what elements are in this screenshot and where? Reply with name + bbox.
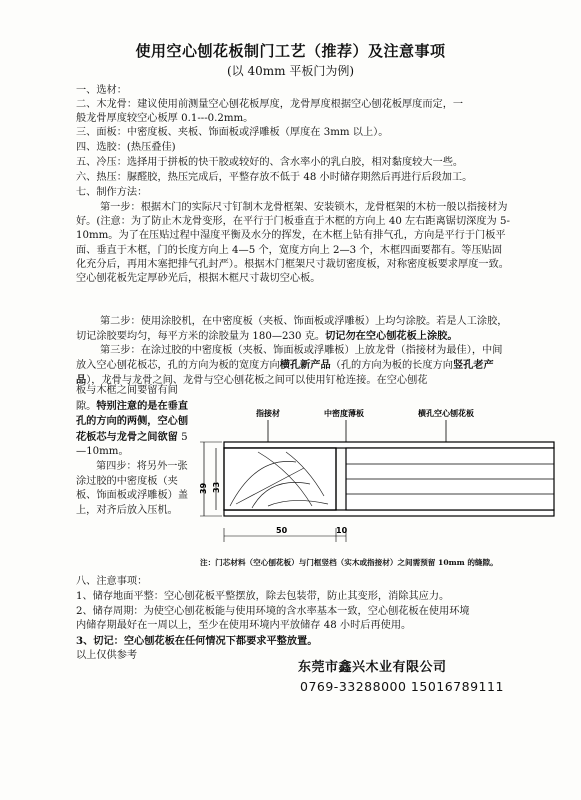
step-3: [76, 344, 512, 389]
step-3-continued: [76, 384, 192, 518]
section-5: 五、冷压：选择用于拼板的快干胶或较好的、含水率小的乳白胶，相对黏度较大一些。: [76, 157, 464, 168]
label-mdf: 中密度薄板: [324, 409, 364, 418]
step-3-new-product: 横孔新产品: [279, 359, 331, 372]
section-6: 六、热压：脲醛胶，热压完成后，平整存放不低于 48 小时储存期然后再进行后段加工。: [76, 172, 473, 183]
section-3: 三、面板：中密度板、夹板、饰面板或浮雕板（厚度在 3mm 以上）。: [76, 127, 389, 138]
phone-numbers: 0769-33288000 15016789111: [300, 679, 504, 694]
company-name: 东莞市鑫兴木业有限公司: [298, 660, 447, 675]
gap-warning: 特别注意的是在垂直孔的方向的两侧，空心刨花板芯与龙骨之间欲留: [76, 399, 189, 443]
step-3-text-e: ），龙骨与龙骨之间、龙骨与空心刨花板之间可以使用钉枪连接。在空心刨花: [86, 375, 428, 387]
section-2-line-2: 般龙骨厚度较空心板厚 0.1---0.2mm。: [76, 113, 254, 124]
diagram-note: 注：门芯材料（空心刨花板）与门框竖档（实木或指接材）之间需预留 10mm 的缝隙。: [200, 558, 498, 567]
notice-2-line-2: 内储存期最好在一周以上，至少在使用环境内平放储存 48 小时后再使用。: [76, 620, 412, 631]
section-2-line-1: 二、木龙骨：建议使用前测量空心刨花板厚度，龙骨厚度根据空心刨花板厚度而定，一: [76, 99, 464, 110]
gap-size: 5—10mm。: [76, 431, 188, 458]
reference-note: 以上仅供参考: [76, 650, 138, 661]
section-8: 八、注意事项：: [76, 576, 148, 587]
dim-10: 10: [336, 526, 348, 535]
step-2: [76, 315, 512, 344]
dim-39: 39: [199, 482, 208, 494]
door-cross-section-diagram: [196, 392, 564, 574]
step-2-warning: 切记勿在空心刨花板上涂胶。: [325, 330, 458, 343]
page-title: 使用空心刨花板制门工艺（推荐）及注意事项: [135, 42, 446, 60]
gap-text: 板与木框之间要留有间隙。: [76, 385, 178, 412]
notice-3: 3、切记：空心刨花板在任何情况下都要求平整放置。: [76, 635, 318, 647]
notice-1: 1、储存地面平整：空心刨花板平整摆放，除去包装带，防止其变形，消除其应力。: [76, 591, 450, 602]
step-1: 第一步：根据木门的实际尺寸钉制木龙骨框架、安装锁木，龙骨框架的木枋一般以指接材为好。(注意：为了防止木龙骨变形，在平行于门板垂直于木框的方向上 40 左右距离锯切深度为 5-10mm。为了在压贴过程中湿度平衡及水分的挥发，在木框上钻有排气孔，方向是平行于门板平面、垂直于木框，门的长度方向上 4—5 个，宽度方向上 2—3 个，木框四面要都有。等压贴固化充分后，再用木塞把排气孔封严）。根据木门框架尺寸裁切密度板，对称密度板要求厚度一致。空心刨花板先定厚砂光后，根据木框尺寸裁切空心板。: [76, 202, 510, 285]
label-finger-joint: 指接材: [256, 409, 280, 418]
step-2-text: 第二步：使用涂胶机，在中密度板（夹板、饰面板或浮雕板）上均匀涂胶。若是人工涂胶，切记涂胶要均匀，每平方米的涂胶量为 180—230 克。: [76, 316, 508, 343]
section-7: 七、制作方法：: [76, 187, 148, 198]
step-3-text-a: 第三步：在涂过胶的中密度板（夹板、饰面板或浮雕板）上放龙骨（指接材为最佳），中间放入空心刨花板芯，孔的方向为板的宽度方向: [76, 345, 503, 372]
page-subtitle: (以 40mm 平板门为例): [226, 64, 355, 78]
section-1: 一、选材：: [76, 85, 127, 96]
dim-33: 33: [212, 481, 221, 493]
notice-2-line-1: 2、储存周期：为使空心刨花板能与使用环境的含水率基本一致，空心刨花板在使用环境: [76, 606, 470, 617]
dim-50: 50: [276, 526, 288, 535]
section-4: 四、选胶：(热压叠佳): [76, 142, 176, 153]
step-3-text-c: （孔的方向为板的长度方向: [330, 360, 453, 372]
step-3-old-product: 竖孔老产品: [76, 359, 494, 387]
label-hollow-board: 横孔空心刨花板: [418, 409, 474, 418]
step-4: 第四步：将另外一张涂过胶的中密度板（夹板、饰面板或浮雕板）盖上，对齐后放入压机。: [76, 460, 189, 516]
